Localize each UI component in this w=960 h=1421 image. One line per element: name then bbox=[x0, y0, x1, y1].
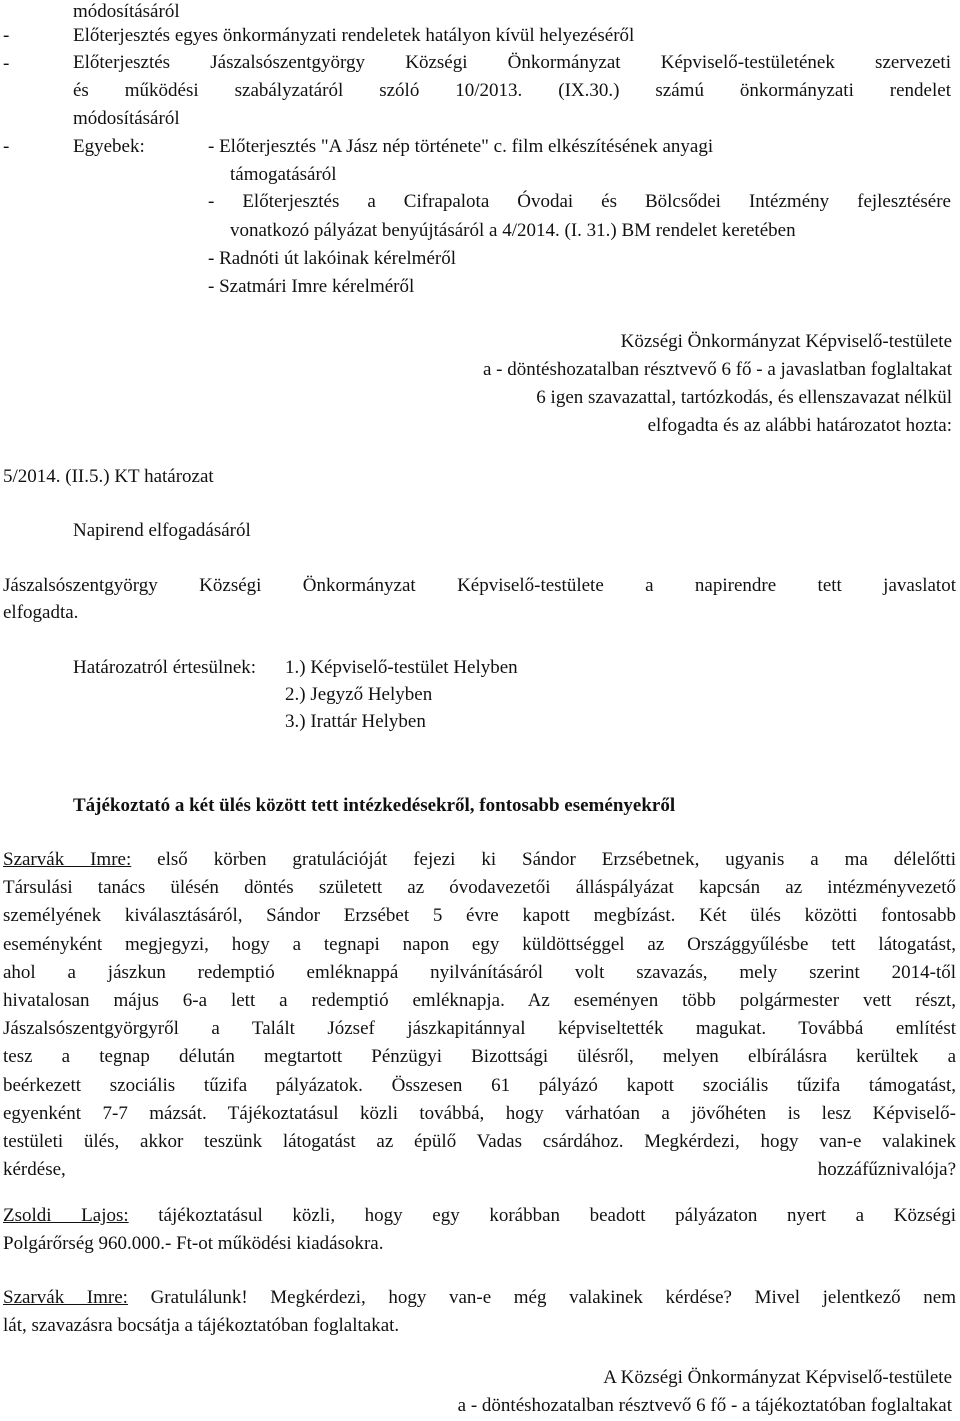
paragraph-line: lát, szavazásra bocsátja a tájékoztatóban foglaltakat. bbox=[3, 1315, 400, 1337]
section-heading: Tájékoztató a két ülés között tett intézkedésekről, fontosabb eseményekről bbox=[73, 795, 676, 816]
agenda-line: - Előterjesztés "A Jász nép története" c. film elkészítésének anyagi bbox=[208, 136, 714, 157]
paragraph-line: Szarvák Imre: első körben gratulációját fejezi ki Sándor Erzsébetnek, ugyanis a ma délelőtti bbox=[3, 849, 956, 870]
paragraph-line: tesz a tegnap délután megtartott Pénzügyi Bizottsági ülésről, melyen elbírálásra kerültek a bbox=[3, 1046, 956, 1068]
vote-line: Községi Önkormányzat Képviselő-testülete bbox=[620, 331, 952, 352]
resolution-title: Napirend elfogadásáról bbox=[73, 520, 251, 541]
agenda-line: és működési szabályzatáról szóló 10/2013. (IX.30.) számú önkormányzati rendelet bbox=[73, 80, 951, 101]
vote-line: A Községi Önkormányzat Képviselő-testülete bbox=[603, 1367, 952, 1388]
paragraph-line: Zsoldi Lajos: tájékoztatásul közli, hogy egy korábban beadott pályázaton nyert a Községi bbox=[3, 1205, 956, 1226]
paragraph-line: beérkezett szociális tűzifa pályázatok. Összesen 61 pályázó kapott szociális tűzifa támogatást, bbox=[3, 1074, 956, 1096]
vote-line: a - döntéshozatalban résztvevő 6 fő - a tájékoztatóban foglaltakat bbox=[457, 1395, 952, 1416]
paragraph-line: kérdése, hozzáfűznivalója? bbox=[3, 1159, 956, 1181]
speaker-name: Szarvák Imre: bbox=[3, 1287, 128, 1308]
resolution-number: 5/2014. (II.5.) KT határozat bbox=[3, 466, 214, 487]
vote-line: elfogadta és az alábbi határozatot hozta: bbox=[647, 415, 952, 436]
agenda-line: módosításáról bbox=[73, 108, 180, 129]
agenda-dash: - bbox=[3, 53, 10, 74]
paragraph-szarvak-1 bbox=[3, 846, 956, 1184]
paragraph-line: Polgárőrség 960.000.- Ft-ot működési kiadásokra. bbox=[3, 1233, 384, 1255]
notified-label: Határozatról értesülnek: bbox=[73, 657, 257, 678]
notified-item: 2.) Jegyző Helyben bbox=[285, 684, 433, 705]
paragraph-line: testületi ülés, akkor teszünk látogatást az épülő Vadas csárdához. Megkérdezi, hogy van-e valakinek bbox=[3, 1131, 956, 1153]
paragraph-line: Jászalsószentgyörgyről a Talált József jászkapitánnyal képviseltették magukat. Továbbá említést bbox=[3, 1018, 956, 1040]
agenda-line: vonatkozó pályázat benyújtásáról a 4/2014. (I. 31.) BM rendelet keretében bbox=[230, 220, 796, 241]
agenda-line: Előterjesztés egyes önkormányzati rendeletek hatályon kívül helyezéséről bbox=[73, 25, 635, 46]
agenda-line: támogatásáról bbox=[230, 164, 337, 185]
notified-item: 3.) Irattár Helyben bbox=[285, 711, 426, 732]
speaker-name: Szarvák Imre: bbox=[3, 849, 132, 870]
paragraph-line: Szarvák Imre: Gratulálunk! Megkérdezi, hogy van-e még valakinek kérdése? Mivel jelentkező nem bbox=[3, 1287, 956, 1308]
agenda-line: - Szatmári Imre kérelméről bbox=[208, 276, 415, 297]
paragraph-line: személyének kiválasztásáról, Sándor Erzsébet 5 évre kapott megbízást. Két ülés közötti fontosabb bbox=[3, 905, 956, 927]
paragraph-line: hivatalosan május 6-a lett a redemptió emléknapja. Az eseményen több polgármester vett részt, bbox=[3, 990, 956, 1012]
paragraph-zsoldi bbox=[3, 1202, 956, 1258]
paragraph-line: ahol a jászkun redemptió emléknappá nyilvánításáról volt szavazás, mely szerint 2014-től bbox=[3, 961, 956, 983]
agenda-dash: - bbox=[3, 25, 10, 46]
agenda-line: Előterjesztés Jászalsószentgyörgy Községi Önkormányzat Képviselő-testületének szervezeti bbox=[73, 52, 951, 73]
speaker-name: Zsoldi Lajos: bbox=[3, 1205, 129, 1226]
resolution-text-line: elfogadta. bbox=[3, 602, 79, 623]
paragraph-line: eseményként megjegyzi, hogy a tegnapi napon egy küldöttséggel az Országgyűlésbe tett látogatást, bbox=[3, 933, 956, 955]
resolution-text-line: Jászalsószentgyörgy Községi Önkormányzat Képviselő-testülete a napirendre tett javaslatot bbox=[3, 575, 956, 596]
notified-item: 1.) Képviselő-testület Helyben bbox=[285, 657, 518, 678]
agenda-dash: - bbox=[3, 136, 10, 157]
paragraph-line: Társulási tanács ülésén döntés született az óvodavezetői álláspályázat kapcsán az intézményvezető bbox=[3, 877, 956, 899]
agenda-line: - Radnóti út lakóinak kérelméről bbox=[208, 248, 456, 269]
vote-line: 6 igen szavazattal, tartózkodás, és ellenszavazat nélkül bbox=[536, 387, 952, 408]
agenda-line: - Előterjesztés a Cifrapalota Óvodai és Bölcsődei Intézmény fejlesztésére bbox=[208, 191, 951, 212]
paragraph-line: egyenként 7-7 mázsát. Tájékoztatásul közli továbbá, hogy várhatóan a jövőhéten is lesz Képviselő- bbox=[3, 1102, 956, 1124]
agenda-egyebek-label: Egyebek: bbox=[73, 136, 145, 157]
agenda-line: módosításáról bbox=[73, 1, 180, 22]
paragraph-szarvak-2 bbox=[3, 1284, 956, 1340]
vote-line: a - döntéshozatalban résztvevő 6 fő - a javaslatban foglaltakat bbox=[483, 359, 952, 380]
